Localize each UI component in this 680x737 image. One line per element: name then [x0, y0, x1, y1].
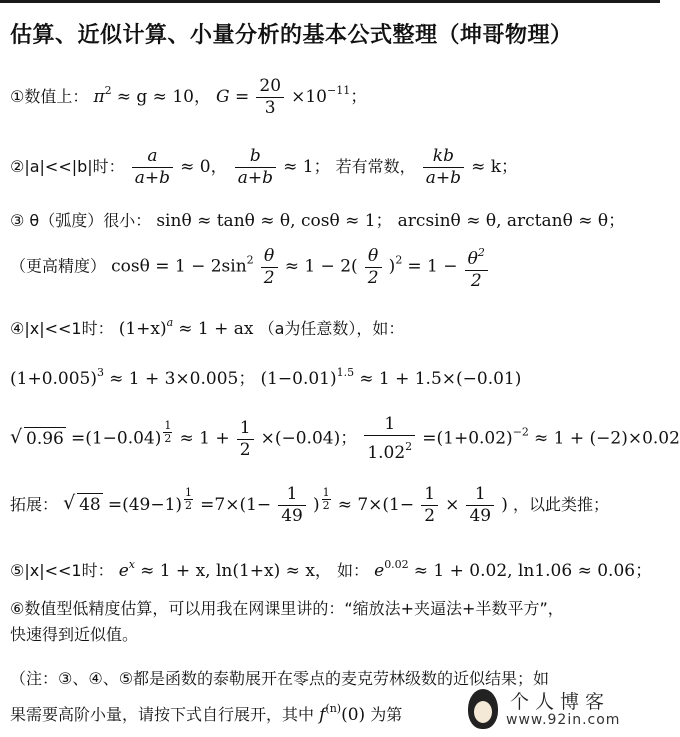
logo-text: 个人博客 — [510, 691, 611, 713]
row-label: ⑤|x|<<1时： — [10, 561, 114, 580]
sqrt-expression: √ 48 — [63, 492, 101, 515]
fraction: $\frac{20}{3}$ — [256, 76, 284, 119]
formula-row-4: （更高精度） $\cos\theta = 1 - 2\sin^2$ $\frac{\theta}{2}$ ≈ 1 − 2( $\frac{\theta}{2}$ )$^2$ = 1 − $\frac{\theta^2}{2}$ — [10, 242, 654, 292]
fraction: $\frac{\theta}{2}$ — [261, 246, 278, 289]
top-border — [0, 0, 660, 3]
blog-logo — [468, 687, 658, 733]
row-label: ①数值上： — [10, 87, 89, 106]
row-label: （更高精度） — [10, 256, 107, 276]
formula-row-2: ②|a|<<|b|时： $\frac{a}{a+b}$ ≈ 0， $\frac{b}{a+b}$ ≈ 1； 若有常数， $\frac{kb}{a+b}$ ≈ k； — [10, 146, 519, 188]
row-label: ③ θ（弧度）很小： — [10, 211, 152, 230]
row-label: 拓展： — [10, 495, 59, 514]
formula-row-8: 拓展： √ 48 =(49−1) $^{\frac{1}{2}}$ =7×(1− $\frac{1}{49}$ ) $^{\frac{1}{2}}$ ≈ 7×(1− $\frac{1}{2}$ × $\frac{1}{49}$ ) ，以此类推； — [10, 484, 609, 526]
note-taylor-line2: 果需要高阶小量，请按下式自行展开，其中 $f^{(n)}(0)$ 为第 — [10, 702, 403, 725]
mascot-icon — [468, 689, 498, 729]
page-title: 估算、近似计算、小量分析的基本公式整理（坤哥物理） — [10, 23, 573, 48]
fraction: $\frac{a}{a+b}$ — [132, 146, 173, 189]
formula-row-5: ④|x|<<1时： $(1+x)^a \approx 1$ + ax （a为任意数），如： — [10, 316, 405, 339]
fraction: $\frac{\theta^2}{2}$ — [465, 242, 488, 292]
sqrt-expression: √ 0.96 — [10, 425, 64, 449]
note-estimation-line2: 快速得到近似值。 — [10, 625, 139, 644]
fraction: $\frac{1}{49}$ — [278, 484, 306, 527]
fraction: $\frac{1}{49}$ — [466, 484, 494, 527]
fraction: $\frac{\theta}{2}$ — [365, 246, 382, 289]
note-estimation: ⑥数值型低精度估算，可以用我在网课里讲的：“缩放法+夹逼法+半数平方”， — [10, 599, 564, 618]
formula-row-6: $(1+0.005)^3 \approx 1 + 3\times 0.005$； $(1-0.01)^{1.5} \approx 1 + 1.5\times(-0.01)$ — [10, 366, 522, 389]
fraction: $\frac{1}{2}$ — [421, 484, 438, 527]
formula-row-9: ⑤|x|<<1时： $e^x \approx 1 + x$, ln(1+x) ≈ x， 如： $e^{0.02} \approx 1 + 0.02$, ln1.06 ≈ 0.06； — [10, 558, 653, 581]
fraction: $\frac{1}{2}$ — [237, 418, 254, 461]
fraction: $\frac{kb}{a+b}$ — [423, 146, 464, 189]
fraction: $\frac{1}{1.02^2}$ — [364, 414, 415, 464]
formula-row-3: ③ θ（弧度）很小： sinθ ≈ tanθ ≈ θ, cosθ ≈ 1； arcsinθ ≈ θ, arctanθ ≈ θ； — [10, 211, 626, 231]
row-label: ②|a|<<|b|时： — [10, 157, 125, 176]
note-taylor: （注：③、④、⑤都是函数的泰勒展开在零点的麦克劳林级数的近似结果；如 — [10, 669, 550, 688]
fraction: $\frac{b}{a+b}$ — [235, 146, 276, 189]
logo-url: www.92in.com — [506, 712, 621, 728]
formula-row-7: √ 0.96 =(1−0.04) $^{\frac{1}{2}}$ ≈ 1 + $\frac{1}{2}$ ×(−0.04)； $\frac{1}{1.02^2}$ $=(1+0.02)^{-2} \approx 1 + (-2)\times 0.02$ — [10, 414, 680, 463]
formula-row-1: ①数值上： $\pi^2 \approx g \approx 10$， G = $\frac{20}{3}$ $\times 10^{-11}$； — [10, 76, 368, 118]
row-label: ④|x|<<1时： — [10, 319, 114, 338]
